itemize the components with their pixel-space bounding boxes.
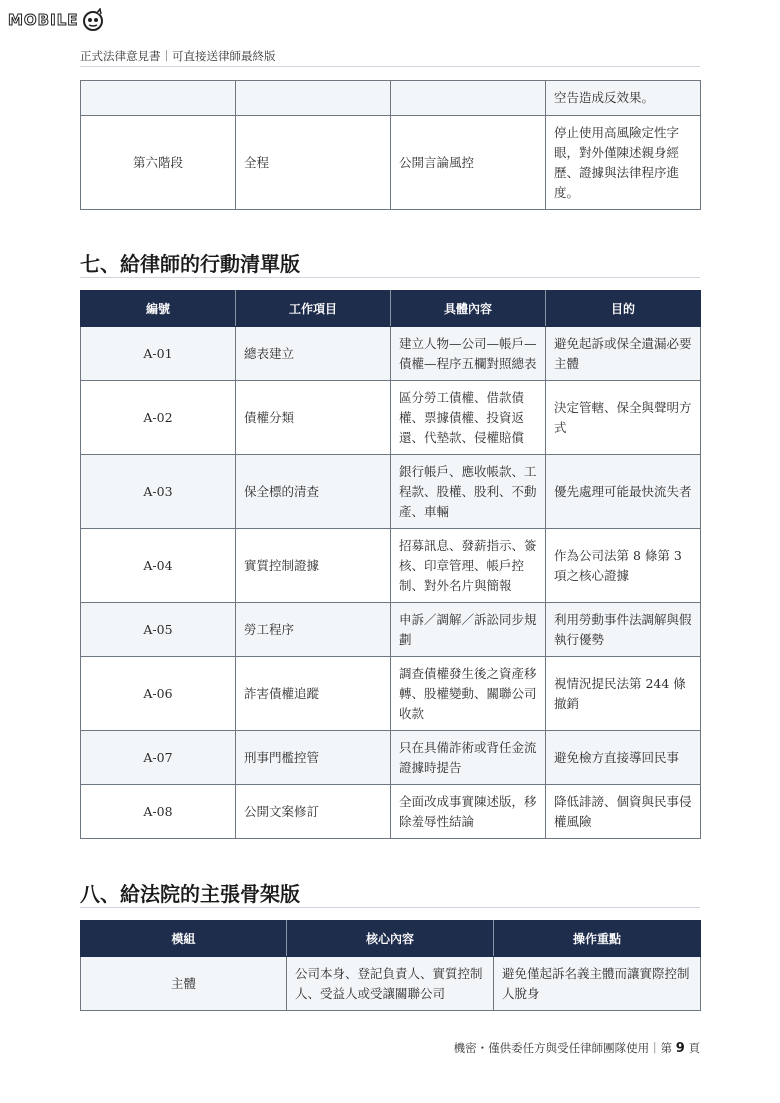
task-cell: 債權分類 [236, 381, 391, 455]
task-cell: 實質控制證據 [236, 529, 391, 603]
table-header-row [81, 921, 701, 957]
mascot-icon [81, 8, 105, 32]
court-claim-skeleton-table [80, 920, 701, 1011]
section-7-title: 七、給律師的行動清單版 [80, 252, 300, 276]
table-row [81, 381, 701, 455]
table-row [81, 327, 701, 381]
content-cell: 招募訊息、發薪指示、簽核、印章管理、帳戶控制、對外名片與簡報 [391, 529, 546, 603]
content-cell: 銀行帳戶、應收帳款、工程款、股權、股利、不動產、車輛 [391, 455, 546, 529]
content-cell: 申訴／調解／訴訟同步規劃 [391, 603, 546, 657]
table-row [81, 957, 701, 1011]
purpose-cell: 決定管轄、保全與聲明方式 [546, 381, 701, 455]
table-row [81, 529, 701, 603]
content-cell: 調查債權發生後之資產移轉、股權變動、關聯公司收款 [391, 657, 546, 731]
id-cell: A-02 [81, 381, 236, 455]
purpose-cell: 利用勞動事件法調解與假執行優勢 [546, 603, 701, 657]
section-7-divider [80, 277, 700, 278]
content-cell: 只在具備詐術或背任金流證據時提告 [391, 731, 546, 785]
table-row [81, 657, 701, 731]
column-header: 具體內容 [391, 291, 546, 327]
column-header: 編號 [81, 291, 236, 327]
stage-cell [81, 81, 236, 116]
core-content-cell: 公司本身、登記負責人、實質控制人、受益人或受讓關聯公司 [287, 957, 494, 1011]
purpose-cell: 避免起訴或保全遺漏必要主體 [546, 327, 701, 381]
item-cell [391, 81, 546, 116]
continued-stage-table [80, 80, 701, 210]
id-cell: A-07 [81, 731, 236, 785]
purpose-cell: 優先處理可能最快流失者 [546, 455, 701, 529]
table-row [81, 603, 701, 657]
content-cell: 區分勞工債權、借款債權、票據債權、投資返還、代墊款、侵權賠償 [391, 381, 546, 455]
task-cell: 公開文案修訂 [236, 785, 391, 839]
id-cell: A-03 [81, 455, 236, 529]
page-number: 9 [675, 1041, 685, 1056]
task-cell: 刑事門檻控管 [236, 731, 391, 785]
column-header: 模組 [81, 921, 287, 957]
header-divider [80, 66, 700, 67]
footer-confidential-text: 機密・僅供委任方與受任律師團隊使用｜第 [453, 1041, 673, 1055]
id-cell: A-08 [81, 785, 236, 839]
action-checklist-table [80, 290, 701, 839]
operation-focus-cell: 避免僅起訴名義主體而讓實際控制人脫身 [494, 957, 701, 1011]
id-cell: A-06 [81, 657, 236, 731]
purpose-cell: 避免檢方直接導回民事 [546, 731, 701, 785]
running-header: 正式法律意見書｜可直接送律師最終版 [80, 49, 276, 63]
mobile01-logo [8, 8, 105, 32]
id-cell: A-05 [81, 603, 236, 657]
content-cell: 全面改成事實陳述版，移除羞辱性結論 [391, 785, 546, 839]
column-header: 工作項目 [236, 291, 391, 327]
module-cell: 主體 [81, 957, 287, 1011]
column-header: 目的 [546, 291, 701, 327]
purpose-cell: 作為公司法第 8 條第 3 項之核心證據 [546, 529, 701, 603]
task-cell: 保全標的清查 [236, 455, 391, 529]
content-cell: 建立人物—公司—帳戶—債權—程序五欄對照總表 [391, 327, 546, 381]
table-header-row [81, 291, 701, 327]
page-footer [454, 1040, 700, 1056]
table-row [81, 785, 701, 839]
column-header: 核心內容 [287, 921, 494, 957]
stage-cell: 第六階段 [81, 116, 236, 210]
scope-cell: 全程 [236, 116, 391, 210]
table-row [81, 731, 701, 785]
section-8-title: 八、給法院的主張骨架版 [80, 882, 300, 906]
item-cell: 公開言論風控 [391, 116, 546, 210]
column-header: 操作重點 [494, 921, 701, 957]
note-cell: 空告造成反效果。 [546, 81, 701, 116]
task-cell: 勞工程序 [236, 603, 391, 657]
purpose-cell: 降低誹謗、個資與民事侵權風險 [546, 785, 701, 839]
id-cell: A-01 [81, 327, 236, 381]
footer-page-suffix: 頁 [688, 1041, 700, 1055]
section-8-divider [80, 907, 700, 908]
task-cell: 總表建立 [236, 327, 391, 381]
table-row [81, 116, 701, 210]
note-cell: 停止使用高風險定性字眼，對外僅陳述親身經歷、證據與法律程序進度。 [546, 116, 701, 210]
table-row [81, 455, 701, 529]
scope-cell [236, 81, 391, 116]
purpose-cell: 視情況提民法第 244 條撤銷 [546, 657, 701, 731]
id-cell: A-04 [81, 529, 236, 603]
task-cell: 詐害債權追蹤 [236, 657, 391, 731]
table-row [81, 81, 701, 116]
logo-text: MOBILE [8, 11, 79, 29]
